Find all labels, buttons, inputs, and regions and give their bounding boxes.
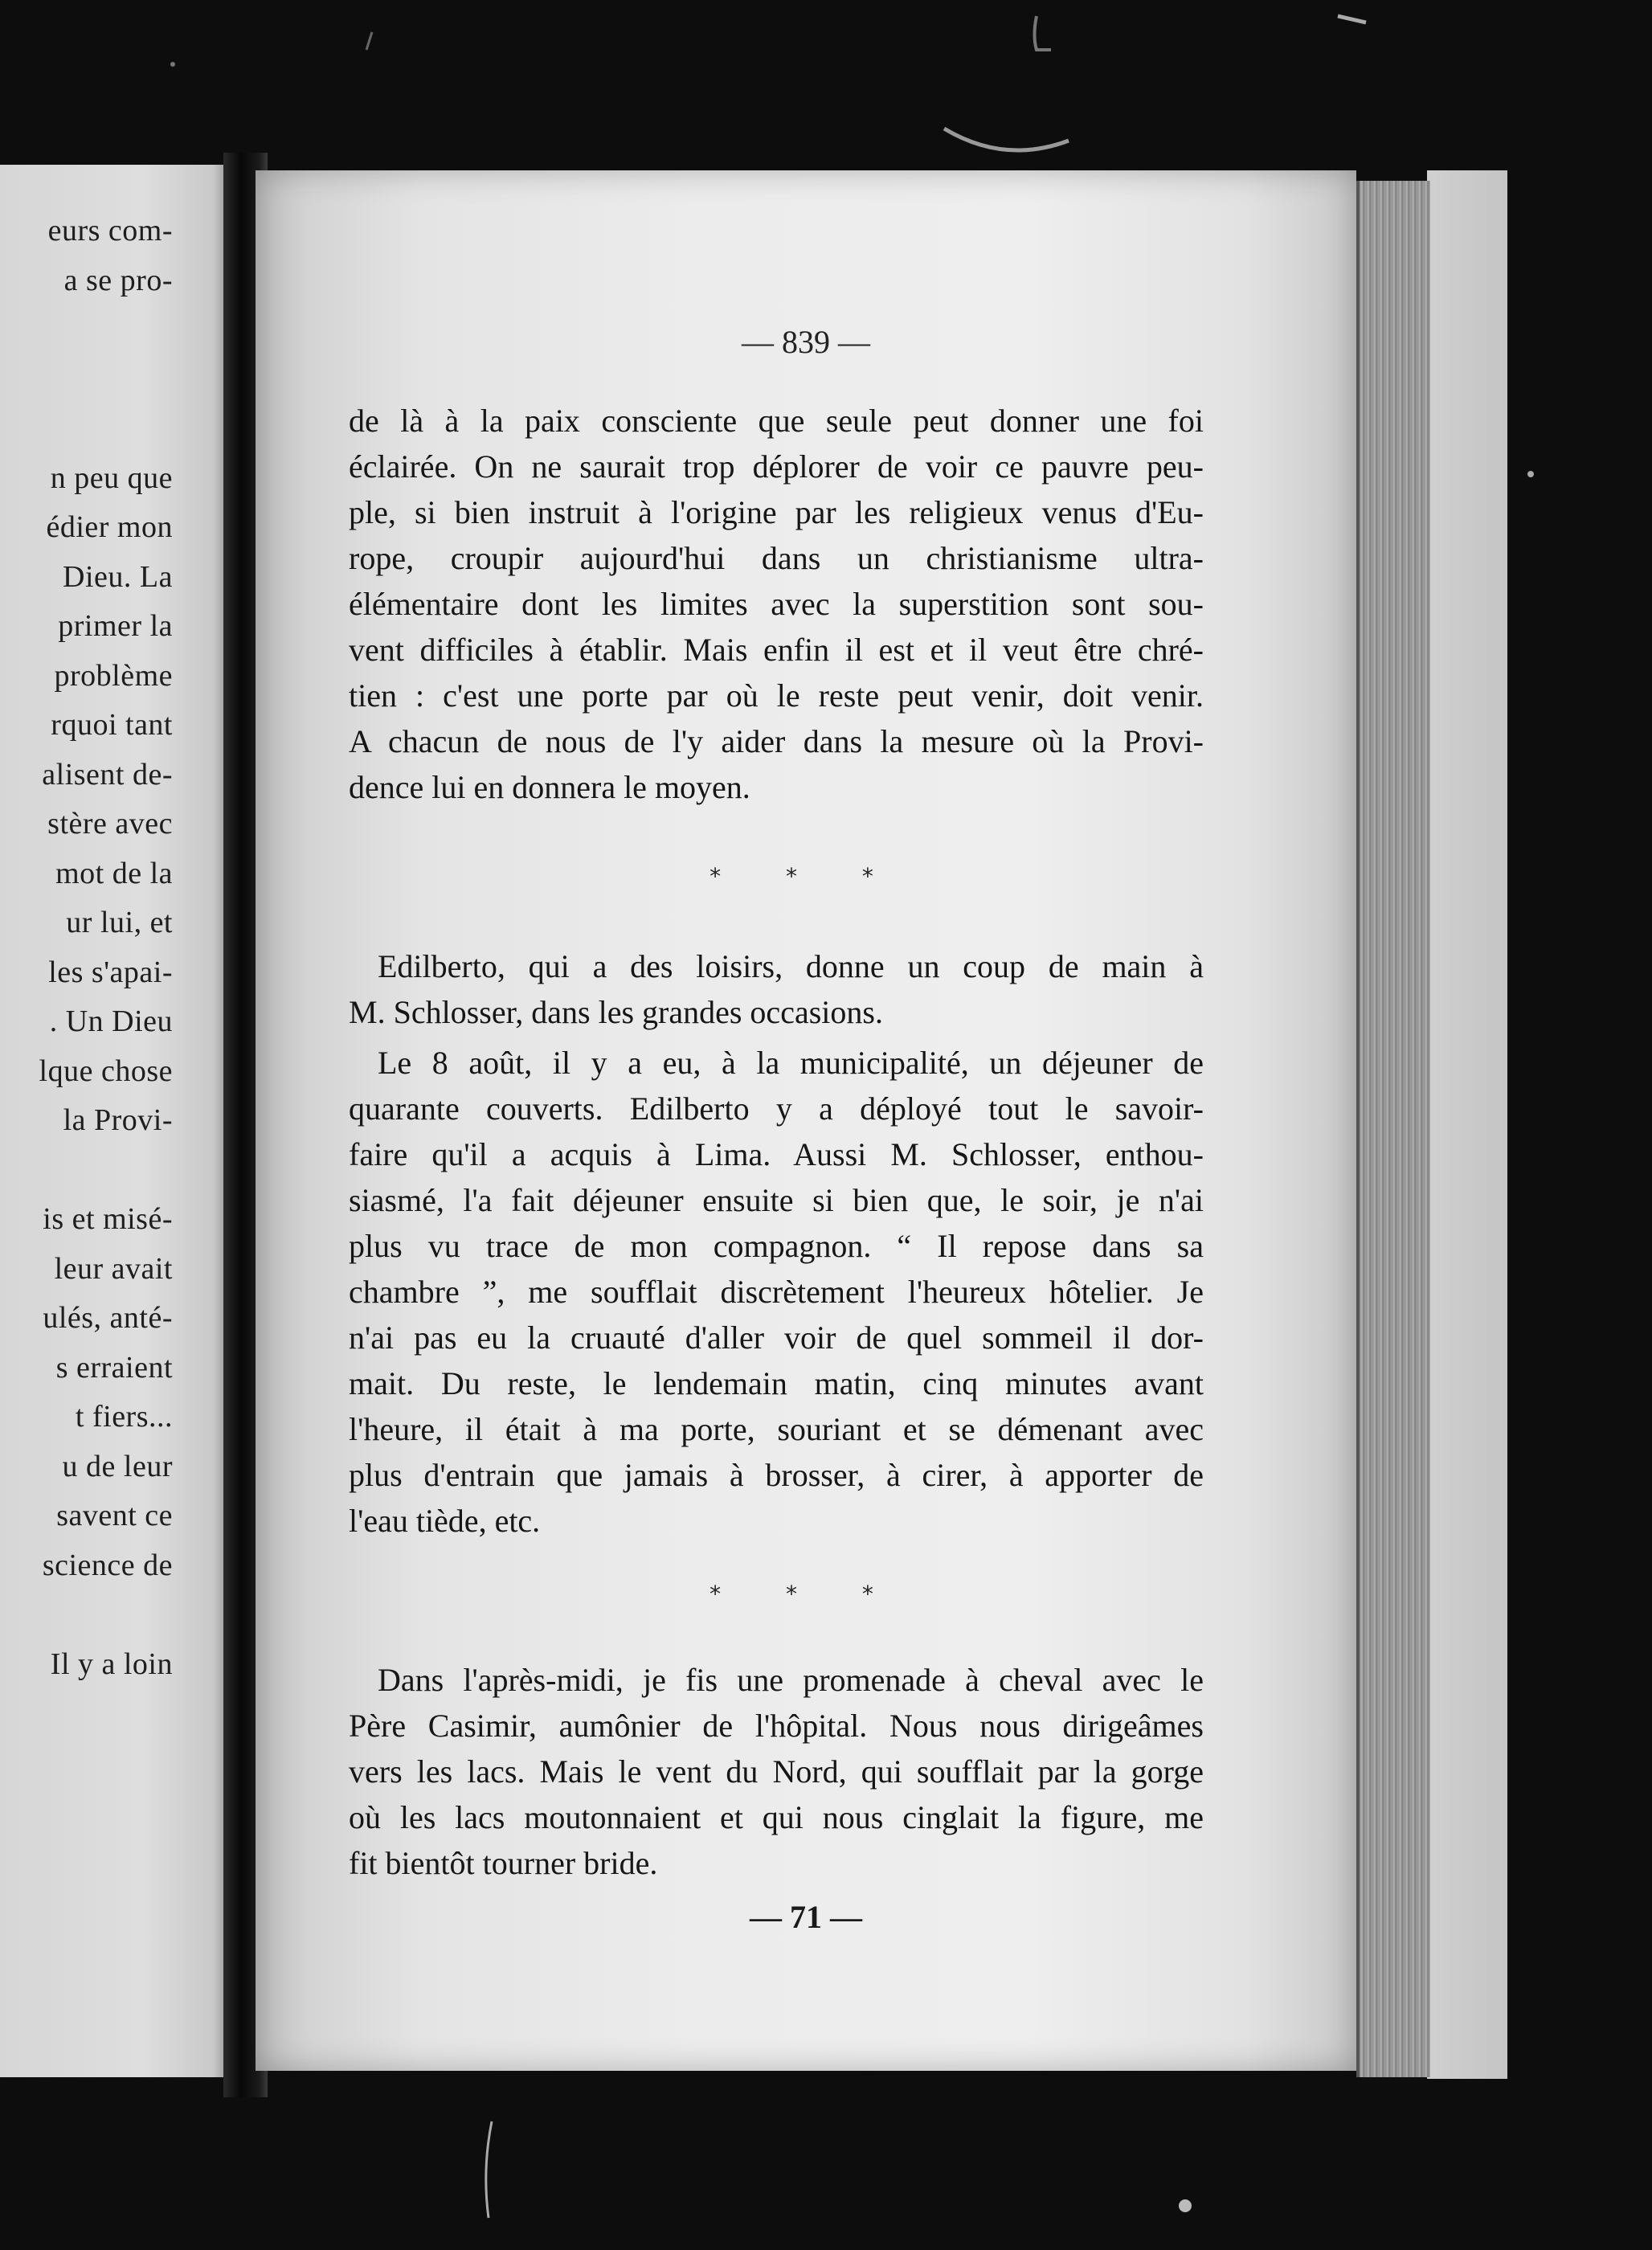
facing-page-line: s erraient bbox=[55, 1350, 173, 1385]
text-line: plus vu trace de mon compagnon. “ Il repose dans sa bbox=[349, 1228, 1204, 1264]
text-line: Dans l'après-midi, je fis une promenade à cheval avec le bbox=[378, 1662, 1204, 1698]
facing-page-line: lque chose bbox=[39, 1053, 173, 1088]
facing-page-line: ulés, anté- bbox=[43, 1301, 173, 1335]
text-line: vent difficiles à établir. Mais enfin il est et il veut être chré- bbox=[349, 632, 1204, 668]
facing-page-line: leur avait bbox=[54, 1251, 173, 1286]
section-separator: * * * bbox=[709, 863, 902, 890]
facing-page-text bbox=[0, 165, 237, 2077]
facing-page-line: science de bbox=[42, 1548, 173, 1582]
facing-page-line: problème bbox=[54, 658, 173, 693]
text-line: plus d'entrain que jamais à brosser, à cirer, à apporter de bbox=[349, 1457, 1204, 1493]
text-line: l'heure, il était à ma porte, souriant et se démenant avec bbox=[349, 1411, 1204, 1447]
text-line: de là à la paix consciente que seule peut donner une foi bbox=[349, 403, 1204, 439]
paragraph-2 bbox=[349, 943, 1204, 1035]
facing-page-line: a se pro- bbox=[63, 263, 173, 297]
text-line: faire qu'il a acquis à Lima. Aussi M. Schlosser, enthou- bbox=[349, 1136, 1204, 1172]
text-line: siasmé, l'a fait déjeuner ensuite si bien que, le soir, je n'ai bbox=[349, 1182, 1204, 1218]
facing-page-line: Dieu. La bbox=[63, 559, 173, 594]
paragraph-4 bbox=[349, 1657, 1204, 1886]
text-line: Edilberto, qui a des loisirs, donne un coup de main à bbox=[378, 948, 1204, 984]
text-line: mait. Du reste, le lendemain matin, cinq minutes avant bbox=[349, 1365, 1204, 1401]
facing-page-line: . Un Dieu bbox=[49, 1004, 173, 1038]
text-line: l'eau tiède, etc. bbox=[349, 1503, 541, 1539]
text-line: M. Schlosser, dans les grandes occasions. bbox=[349, 994, 883, 1030]
text-line: A chacun de nous de l'y aider dans la mesure où la Provi- bbox=[349, 723, 1204, 759]
main-page bbox=[256, 170, 1356, 2071]
facing-page-line: mot de la bbox=[55, 856, 173, 890]
facing-page-line: les s'apai- bbox=[48, 955, 173, 989]
facing-page-line: t fiers... bbox=[75, 1400, 173, 1434]
text-line: élémentaire dont les limites avec la superstition sont sou- bbox=[349, 586, 1204, 622]
text-line: tien : c'est une porte par où le reste peut venir, doit venir. bbox=[349, 677, 1204, 714]
facing-page-line: savent ce bbox=[56, 1499, 173, 1532]
facing-page-line: alisent de- bbox=[42, 757, 173, 792]
facing-page-line: is et misé- bbox=[43, 1202, 173, 1236]
text-line: Le 8 août, il y a eu, à la municipalité, un déjeuner de bbox=[378, 1045, 1204, 1081]
text-line: vers les lacs. Mais le vent du Nord, qui soufflait par la gorge bbox=[349, 1753, 1204, 1790]
facing-page-line: stère avec bbox=[47, 807, 173, 841]
text-line: ple, si bien instruit à l'origine par les religieux venus d'Eu- bbox=[349, 494, 1204, 530]
facing-page-line: la Provi- bbox=[63, 1103, 173, 1137]
facing-page-line: u de leur bbox=[62, 1449, 173, 1483]
page-number-top: — 839 — bbox=[742, 324, 870, 360]
text-line: fit bientôt tourner bride. bbox=[349, 1845, 658, 1881]
facing-page-line: Il y a loin bbox=[50, 1647, 173, 1681]
section-separator: * * * bbox=[709, 1581, 902, 1607]
text-line: dence lui en donnera le moyen. bbox=[349, 769, 750, 805]
text-line: rope, croupir aujourd'hui dans un christianisme ultra- bbox=[349, 540, 1204, 576]
paragraph-1 bbox=[349, 398, 1204, 810]
page-number-bottom: — 71 — bbox=[750, 1899, 862, 1935]
text-line: chambre ”, me soufflait discrètement l'heureux hôtelier. Je bbox=[349, 1274, 1204, 1310]
text-line: n'ai pas eu la cruauté d'aller voir de quel sommeil il dor- bbox=[349, 1319, 1204, 1356]
facing-page-line: rquoi tant bbox=[51, 708, 173, 742]
page-edges bbox=[1356, 181, 1430, 2077]
paragraph-3 bbox=[349, 1040, 1204, 1544]
facing-page-line: ur lui, et bbox=[66, 906, 173, 939]
facing-page bbox=[0, 165, 237, 2077]
facing-page-line: édier mon bbox=[46, 510, 173, 544]
facing-page-line: primer la bbox=[58, 609, 173, 643]
text-line: où les lacs moutonnaient et qui nous cinglait la figure, me bbox=[349, 1799, 1204, 1835]
text-line: éclairée. On ne saurait trop déplorer de voir ce pauvre peu- bbox=[349, 448, 1204, 485]
facing-page-line: n peu que bbox=[50, 460, 173, 495]
text-line: Père Casimir, aumônier de l'hôpital. Nous nous dirigeâmes bbox=[349, 1708, 1204, 1744]
facing-page-line: eurs com- bbox=[47, 214, 173, 248]
text-line: quarante couverts. Edilberto y a déployé tout le savoir- bbox=[349, 1090, 1204, 1127]
